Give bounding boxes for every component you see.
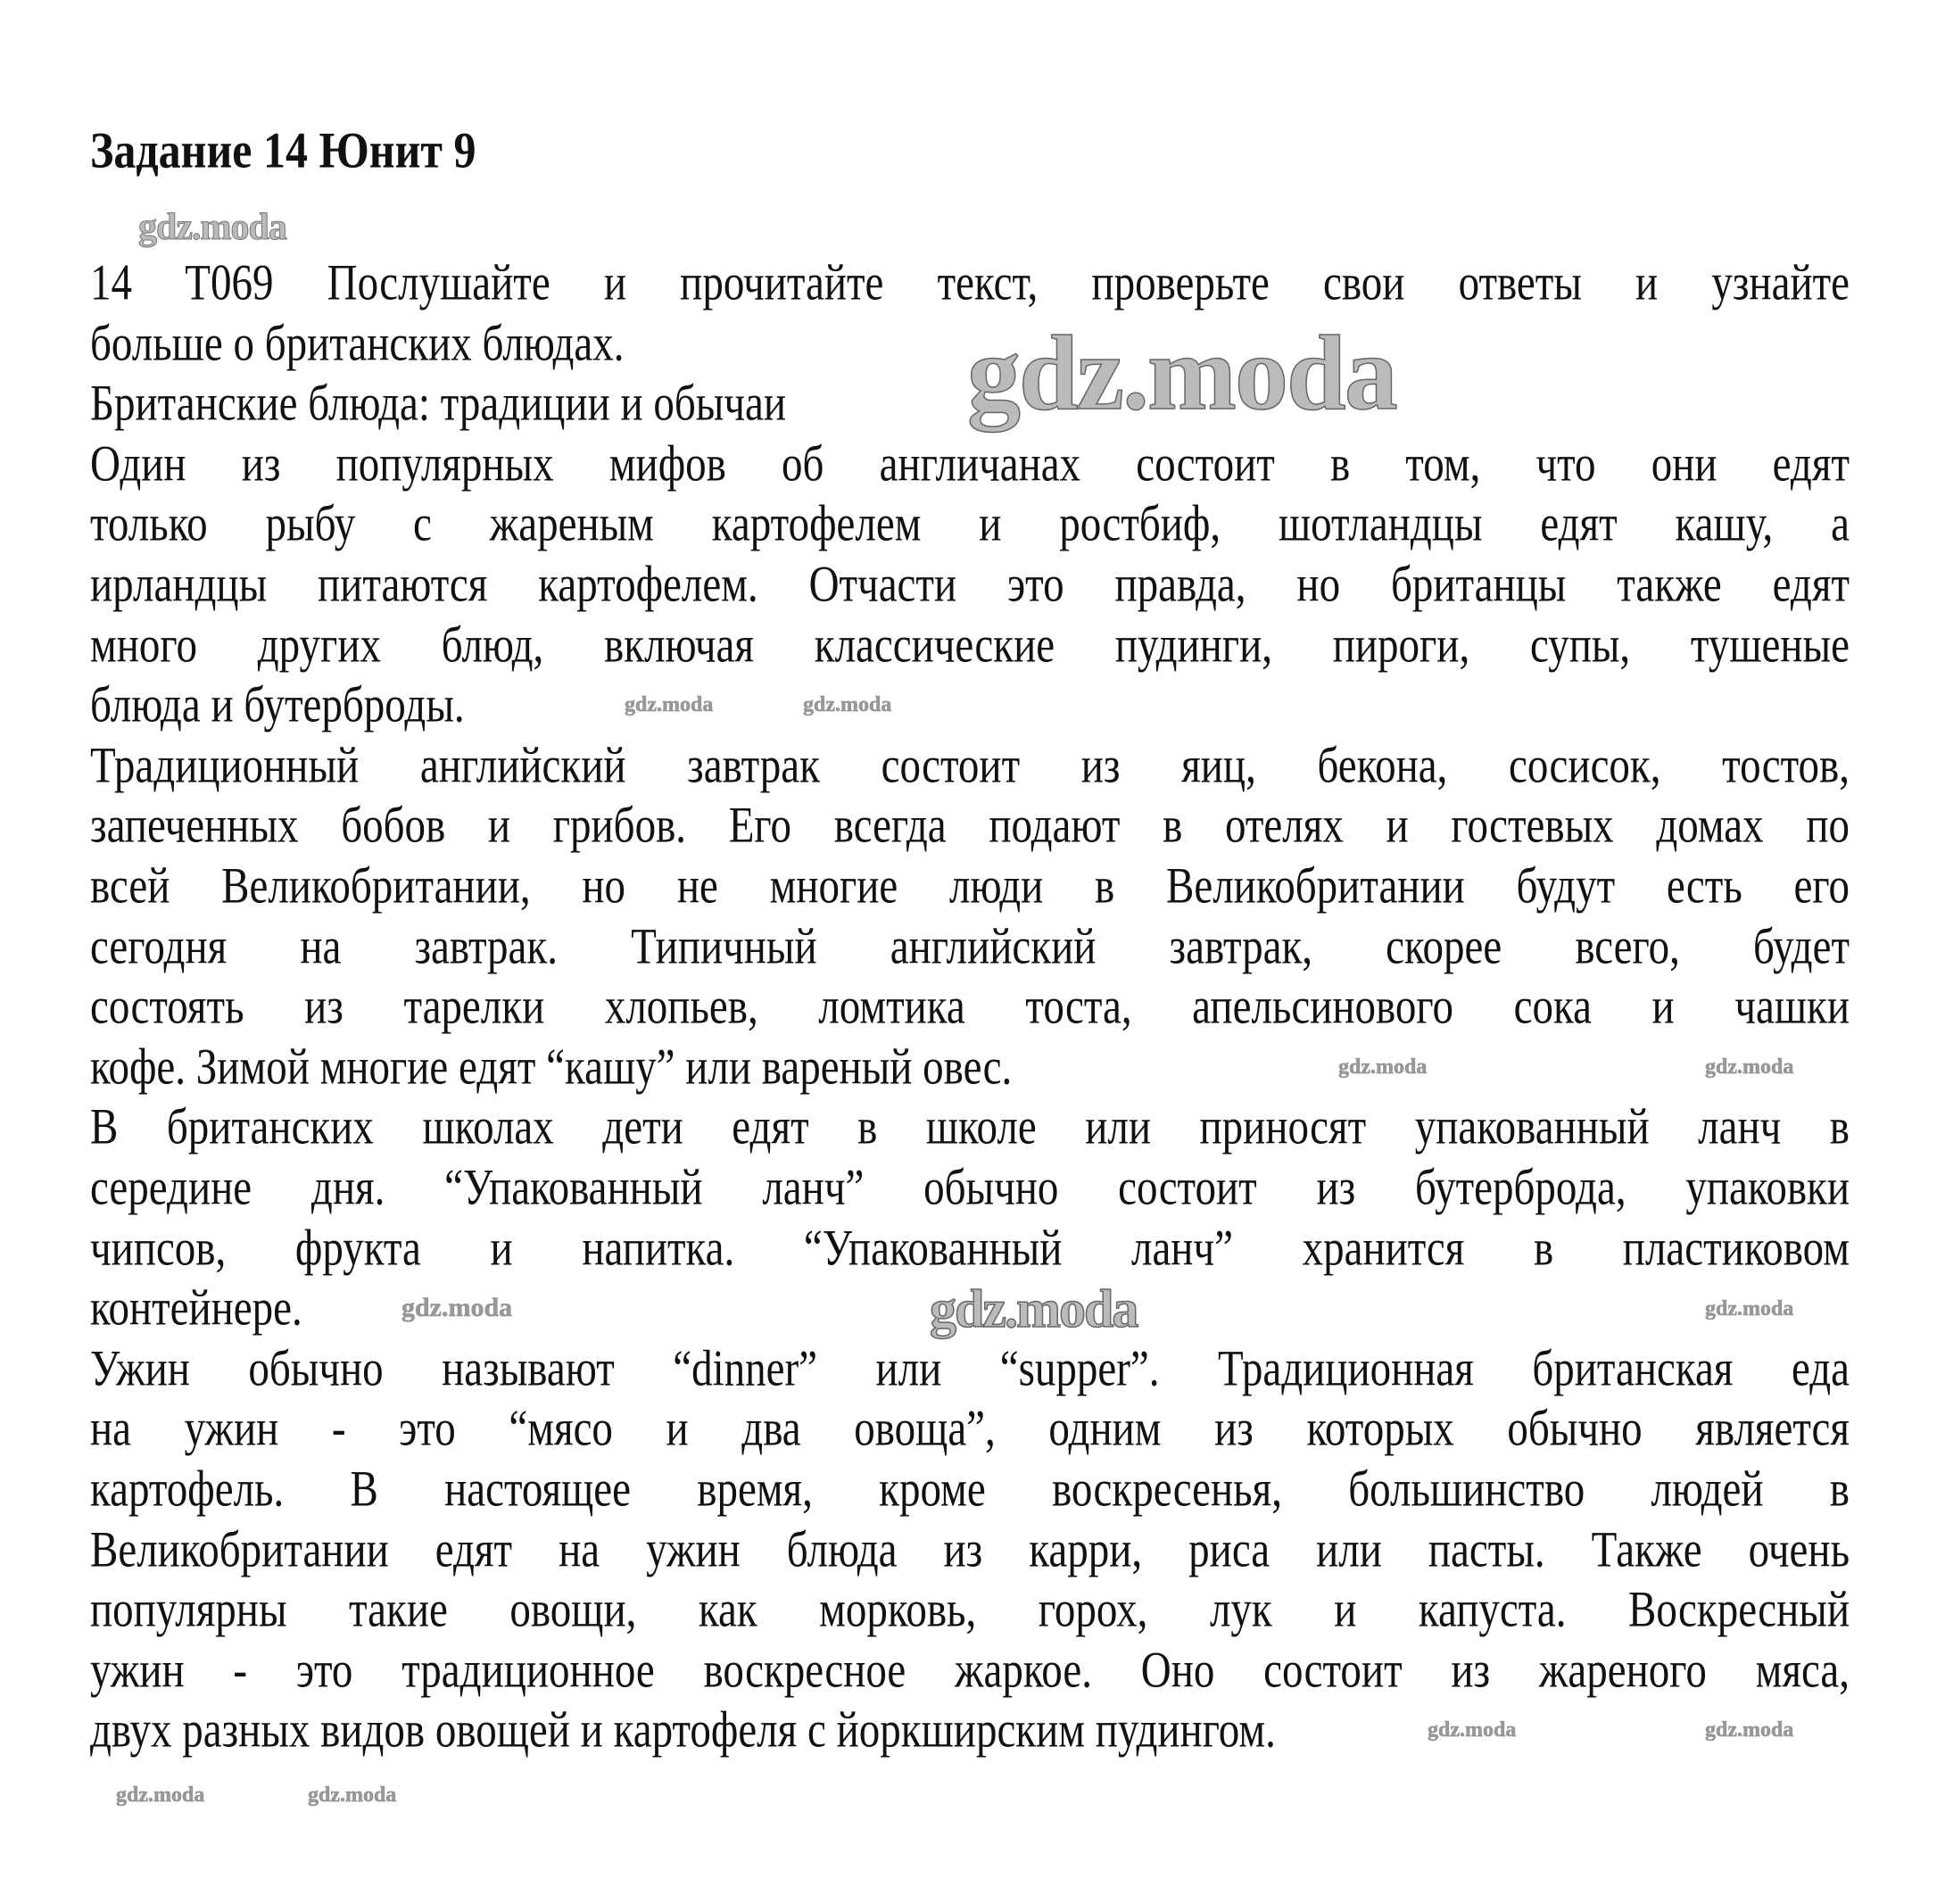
text-line: контейнере.	[90, 1279, 302, 1337]
watermark: gdz.moda	[803, 693, 892, 716]
watermark: gdz.moda	[401, 1293, 513, 1322]
text-line: Ужин обычно называют “dinner” или “supper”. Традиционная британская еда	[90, 1340, 1850, 1397]
text-line: ирландцы питаются картофелем. Отчасти это правда, но британцы также едят	[90, 556, 1850, 613]
text-line: Традиционный английский завтрак состоит из яиц, бекона, сосисок, тостов,	[90, 737, 1850, 794]
text-line: сегодня на завтрак. Типичный английский завтрак, скорее всего, будет	[90, 917, 1850, 975]
watermark: gdz.moda	[138, 207, 286, 248]
text-line: популярны такие овощи, как морковь, горох, лук и капуста. Воскресный	[90, 1581, 1850, 1638]
watermark: gdz.moda	[1428, 1718, 1517, 1742]
text-line: состоять из тарелки хлопьев, ломтика тоста, апельсинового сока и чашки	[90, 978, 1850, 1035]
text-line: блюда и бутерброды.	[90, 676, 465, 733]
text-line: картофель. В настоящее время, кроме воскресенья, большинство людей в	[90, 1461, 1850, 1518]
watermark: gdz.moda	[967, 313, 1396, 432]
watermark: gdz.moda	[1338, 1055, 1428, 1079]
text-line: середине дня. “Упакованный ланч” обычно состоит из бутерброда, упаковки	[90, 1159, 1850, 1216]
page-title: Задание 14 Юнит 9	[90, 120, 476, 179]
watermark: gdz.moda	[1705, 1718, 1794, 1742]
text-line: кофе. Зимой многие едят “кашу” или вареный овес.	[90, 1039, 1013, 1096]
text-line: на ужин - это “мясо и два овоща”, одним из которых обычно является	[90, 1400, 1850, 1458]
watermark: gdz.moda	[625, 693, 714, 716]
text-line: 14 T069 Послушайте и прочитайте текст, проверьте свои ответы и узнайте	[90, 254, 1850, 311]
text-line: ужин - это традиционное воскресное жаркое. Оно состоит из жареного мяса,	[90, 1642, 1850, 1699]
text-line: всей Великобритании, но не многие люди в Великобритании будут есть его	[90, 857, 1850, 915]
watermark: gdz.moda	[930, 1279, 1138, 1338]
watermark: gdz.moda	[308, 1784, 397, 1807]
text-line: Британские блюда: традиции и обычаи	[90, 375, 787, 432]
text-line: много других блюд, включая классические пудинги, пироги, супы, тушеные	[90, 616, 1850, 674]
text-line: Великобритании едят на ужин блюда из карри, риса или пасты. Также очень	[90, 1520, 1850, 1578]
text-line: двух разных видов овощей и картофеля с йоркширским пудингом.	[90, 1701, 1276, 1759]
text-line: Один из популярных мифов об англичанах состоит в том, что они едят	[90, 435, 1850, 493]
text-line: больше о британских блюдах.	[90, 314, 625, 372]
text-line: В британских школах дети едят в школе или приносят упакованный ланч в	[90, 1098, 1850, 1156]
text-line: запеченных бобов и грибов. Его всегда подают в отелях и гостевых домах по	[90, 797, 1850, 855]
text-line: чипсов, фрукта и напитка. “Упакованный ланч” хранится в пластиковом	[90, 1219, 1850, 1277]
watermark: gdz.moda	[1705, 1297, 1794, 1320]
watermark: gdz.moda	[1705, 1055, 1794, 1079]
text-line: только рыбу с жареным картофелем и ростбиф, шотландцы едят кашу, а	[90, 495, 1850, 553]
watermark: gdz.moda	[116, 1784, 205, 1807]
